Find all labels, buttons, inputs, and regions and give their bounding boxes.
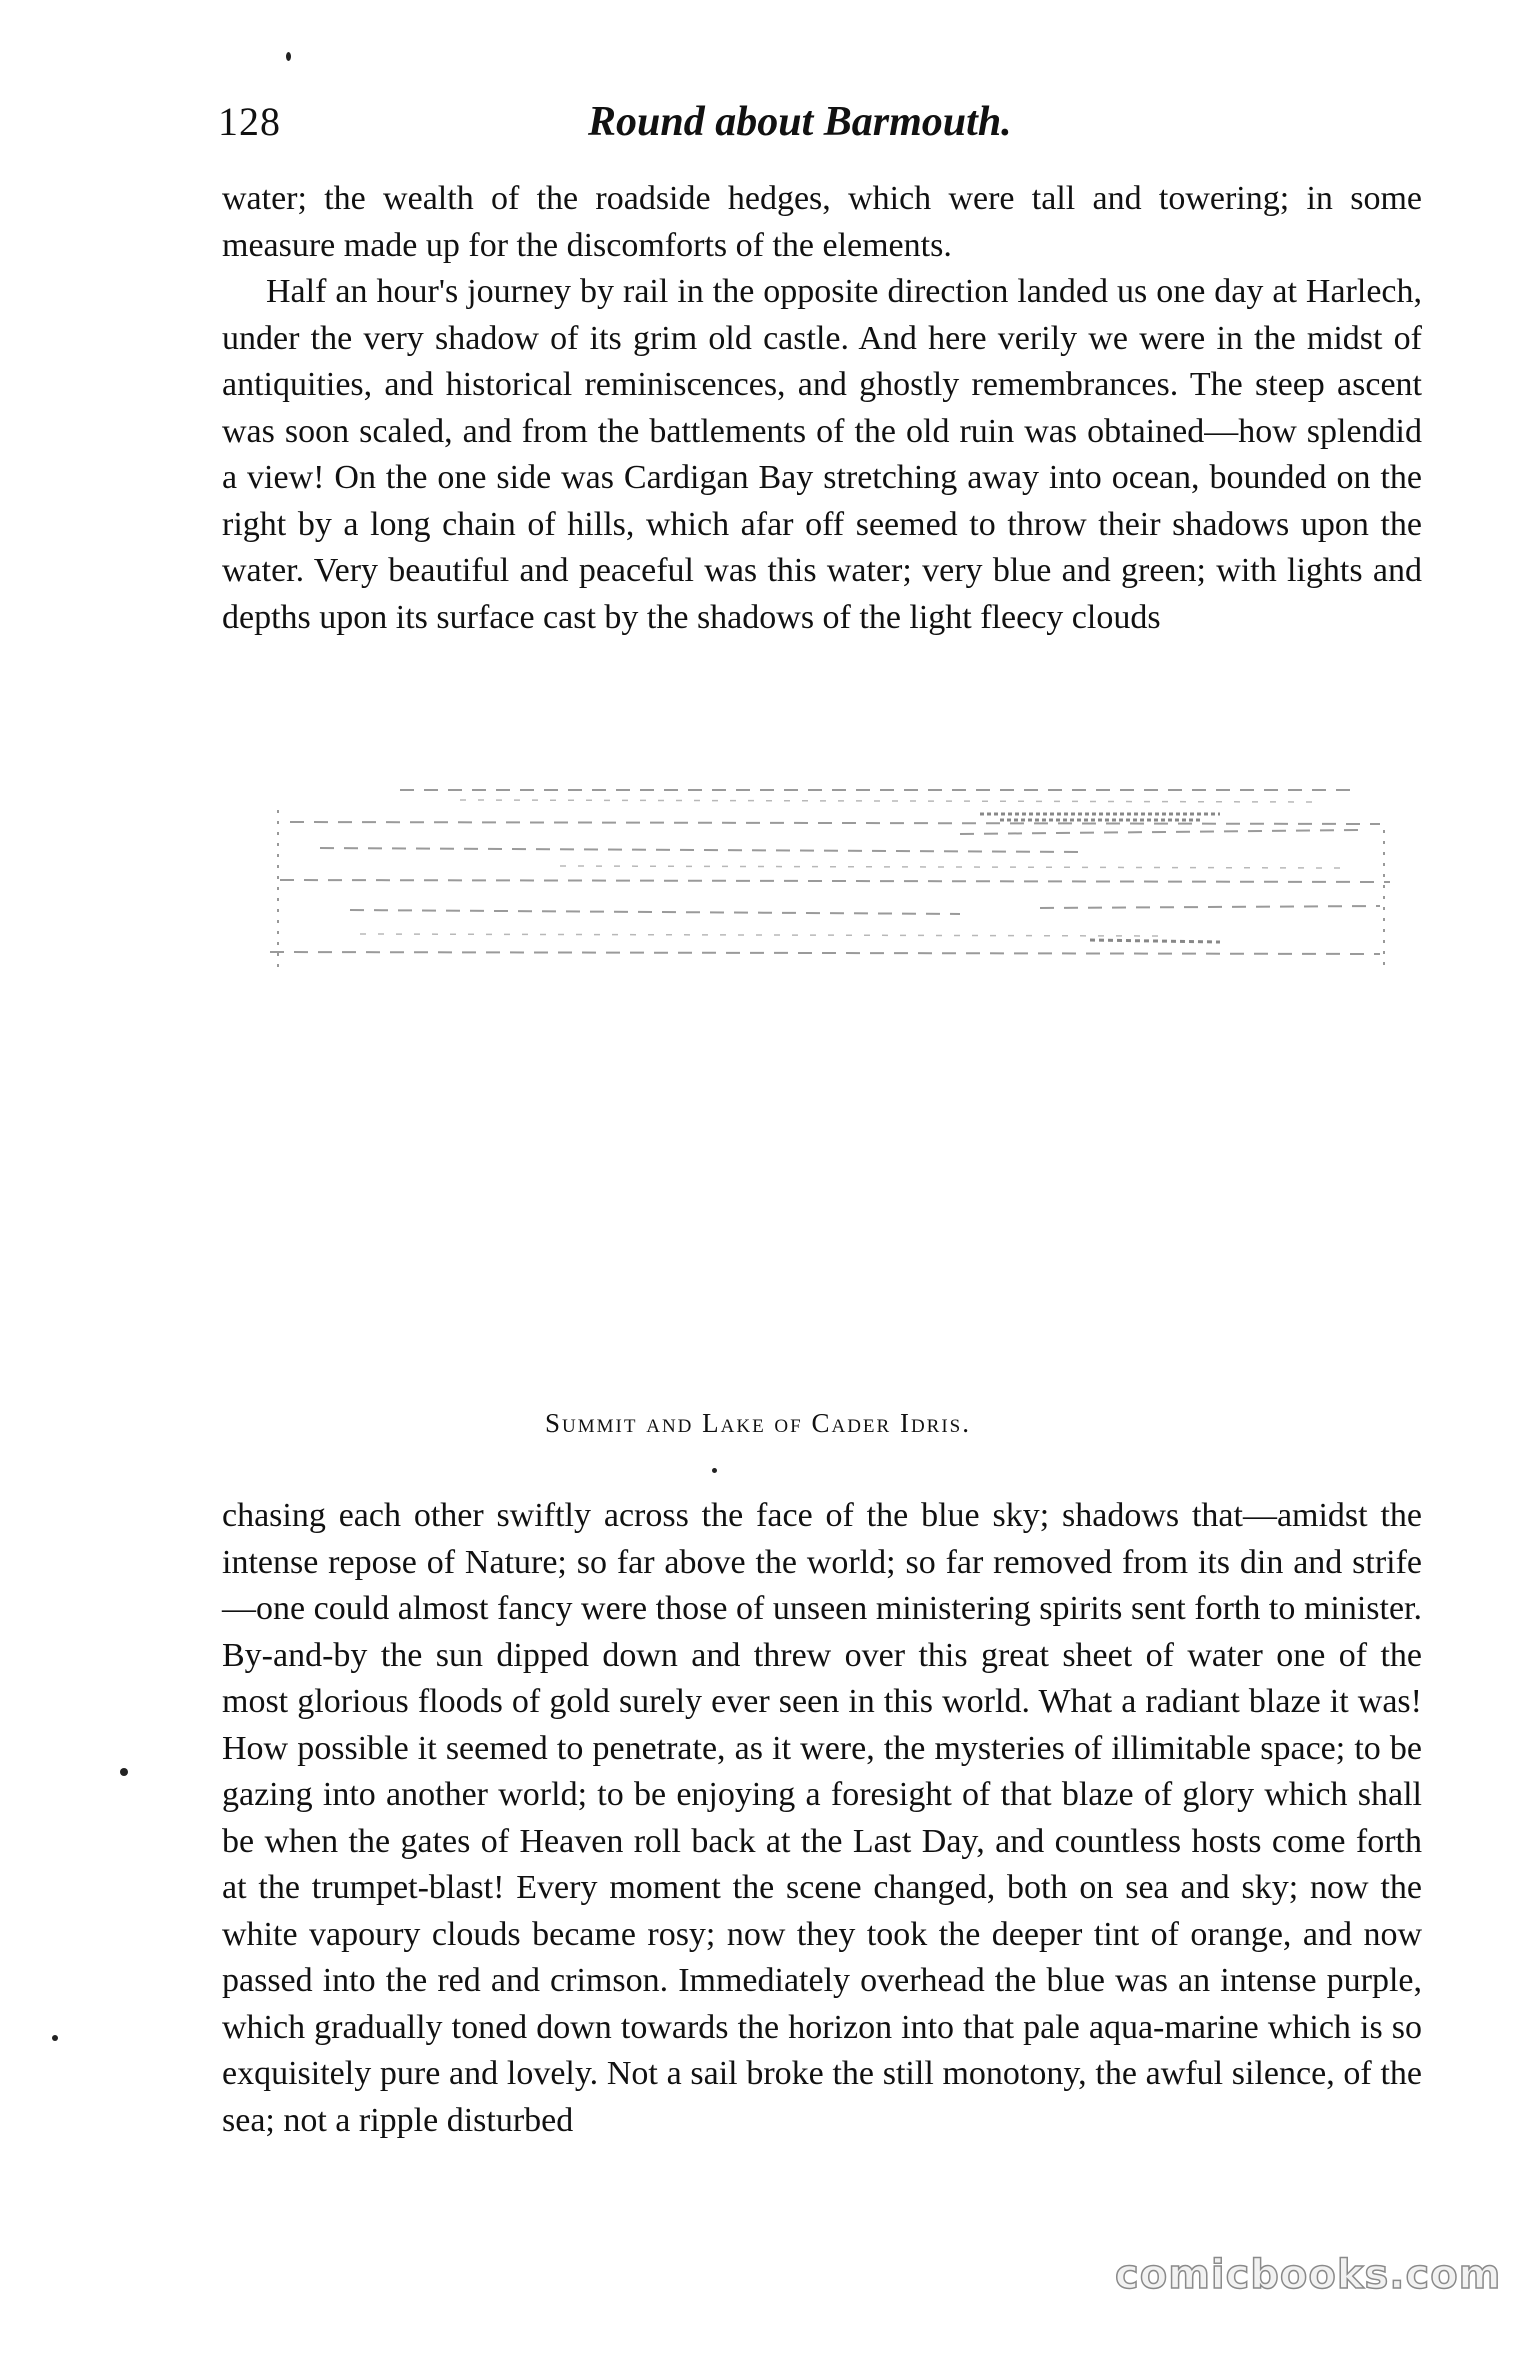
print-speck bbox=[52, 2035, 58, 2041]
paragraph-continued: water; the wealth of the roadside hedges, which were tall and towering; in some measure made up for the discomforts of the elements. bbox=[222, 180, 1422, 264]
paragraph-sunset: chasing each other swiftly across the face of the blue sky; shadows that—amidst the intense repose of Nature; so far above the world; so far removed from its din and strife—one could almost fancy were those of unseen ministering spirits sent forth to minister. By-and-by the sun dipped down and threw over this great sheet of water one of the most glorious floods of gold surely ever seen in this world. What a radiant blaze it was! How possible it seemed to penetrate, as it were, the mysteries of illimitable space; to be gazing into another world; to be enjoying a foresight of that blaze of glory which shall be when the gates of Heaven roll back at the Last Day, and countless hosts come forth at the trumpet-blast! Every moment the scene changed, both on sea and sky; now the white vapoury clouds became rosy; now they took the deeper tint of orange, and now passed into the red and crimson. Immediately overhead the blue was an intense purple, which gradually toned down towards the horizon into that pale aqua-marine which is so exquisitely pure and lovely. Not a sail broke the still monotony, the awful silence, of the sea; not a ripple disturbed bbox=[222, 1497, 1422, 2139]
paragraph-harlech: Half an hour's journey by rail in the opposite direction landed us one day at Harlech, under the very shadow of its grim old castle. And here verily we were in the midst of antiquities, and historical reminiscences, and ghostly remembrances. The steep ascent was soon scaled, and from the battlements of the old ruin was obtained—how splendid a view! On the one side was Cardigan Bay stretching away into ocean, bounded on the right by a long chain of hills, which afar off seemed to throw their shadows upon the water. Very beautiful and peaceful was this water; very blue and green; with lights and depths upon its surface cast by the shadows of the light fleecy clouds bbox=[222, 273, 1422, 636]
faded-engraving-illustration bbox=[260, 770, 1400, 1410]
watermark-logo: comicbooks.com bbox=[1115, 2252, 1502, 2298]
page-number: 128 bbox=[218, 99, 281, 144]
page-header bbox=[218, 98, 1418, 158]
bottom-text-block bbox=[222, 1493, 1422, 2144]
running-title: Round about Barmouth. bbox=[588, 99, 1012, 145]
illustration-caption: Summit and Lake of Cader Idris. bbox=[545, 1408, 971, 1438]
print-speck bbox=[286, 52, 291, 61]
print-speck bbox=[120, 1768, 128, 1776]
top-text-block bbox=[222, 176, 1422, 641]
print-speck bbox=[712, 1468, 717, 1473]
